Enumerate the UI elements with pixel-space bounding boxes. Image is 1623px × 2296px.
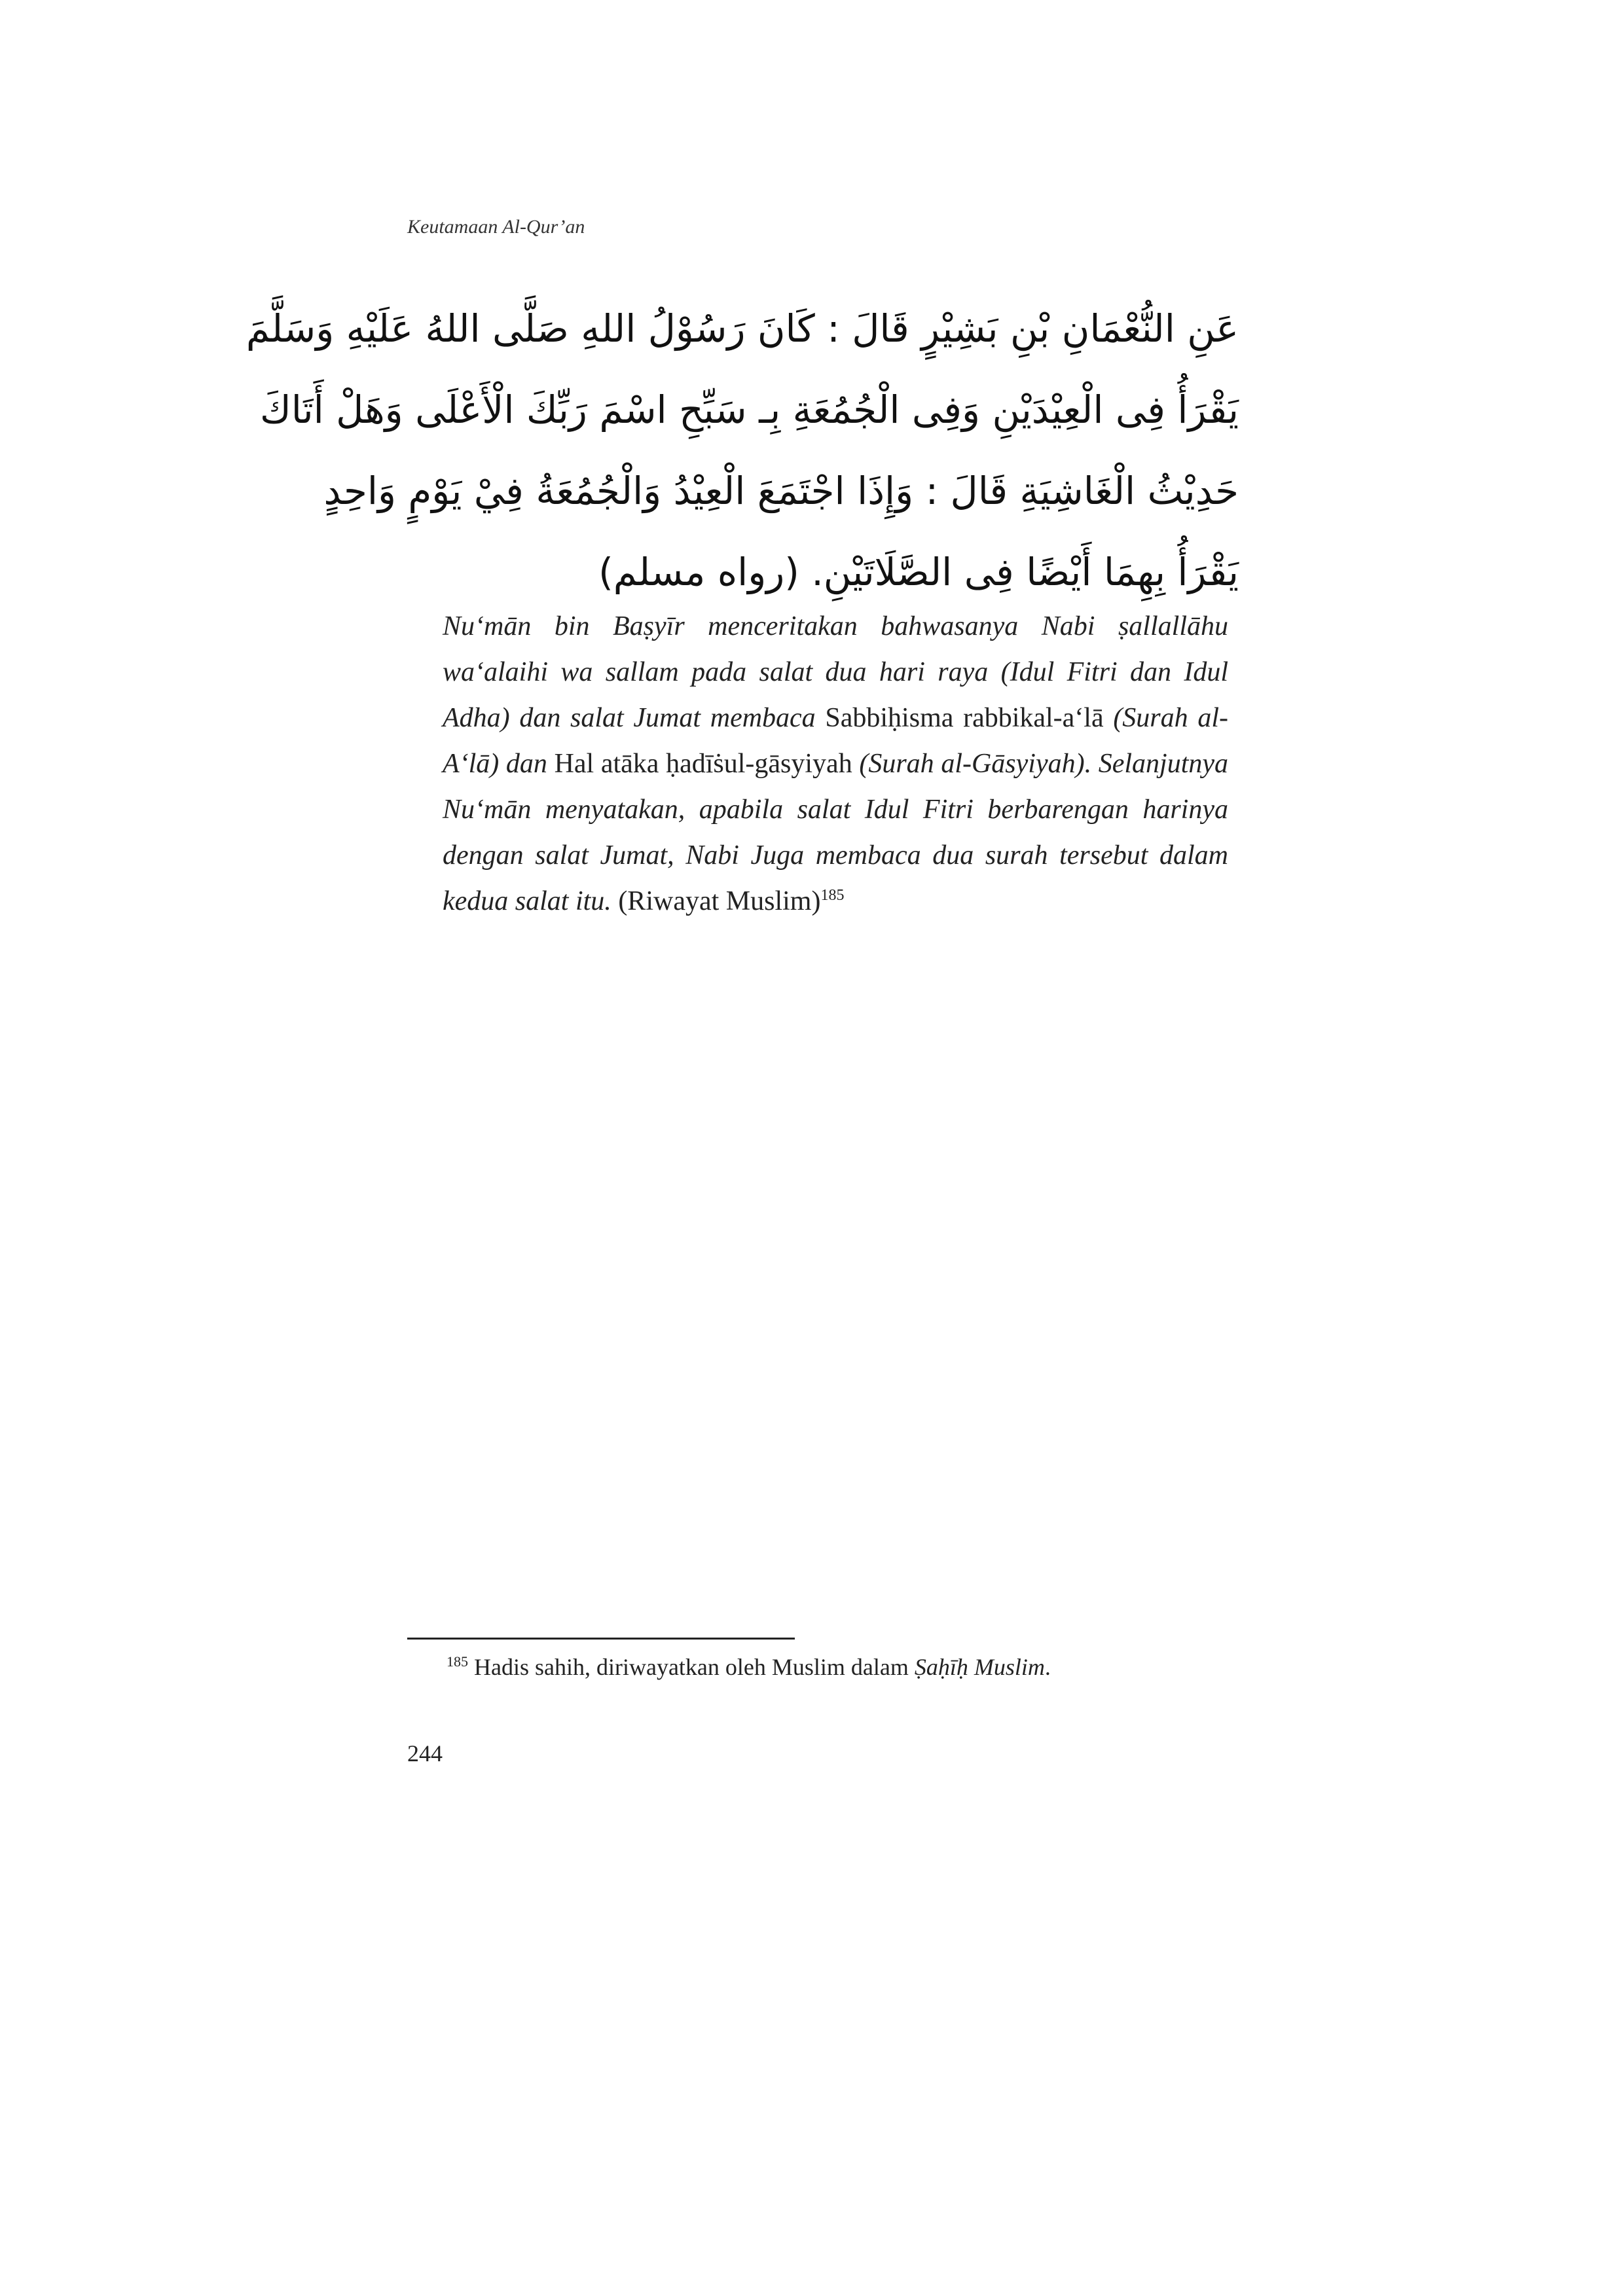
footnote-book-title: Ṣaḥīḥ Muslim [914, 1654, 1045, 1680]
arabic-line: عَنِ النُّعْمَانِ بْنِ بَشِيْرٍ قَالَ : كَانَ رَسُوْلُ اللهِ صَلَّى اللهُ عَلَيْهِ وَسَلَّمَ [246, 306, 1239, 351]
hadith-source: (Riwayat Muslim) [618, 886, 821, 916]
page-number: 244 [407, 1740, 443, 1767]
translation-part-1: Nu‘mān bin Baṣyīr menceritakan bahwasanya Nabi ṣallallāhu wa‘alaihi wa sallam pada salat dua hari raya (Idul Fitri dan Idul Adha) dan salat Jumat membaca [443, 611, 1228, 733]
arabic-line: حَدِيْثُ الْغَاشِيَةِ قَالَ : وَإِذَا اجْتَمَعَ الْعِيْدُ وَالْجُمُعَةُ فِيْ يَوْمٍ وَاحِدٍ [323, 469, 1239, 513]
footnote-text: Hadis sahih, diriwayatkan oleh Muslim dalam [474, 1654, 909, 1680]
surah-al-gasyiyah-name: Hal atāka ḥadīṡul-gāsyiyah [554, 749, 852, 779]
translation-part-2: (Surah al-Gāsyiyah). Selanjutnya Nu‘mān menyatakan, apabila salat Idul Fitri berbarengan harinya dengan salat Jumat, Nabi Juga membaca dua surah tersebut dalam kedua salat itu. [443, 749, 1229, 916]
hadith-translation [443, 603, 1228, 924]
arabic-line: يَقْرَأُ فِى الْعِيْدَيْنِ وَفِى الْجُمُعَةِ بِـ سَبِّحِ اسْمَ رَبِّكَ الْأَعْلَى وَهَلْ أَتَاكَ [259, 387, 1239, 432]
footnote-number: 185 [447, 1653, 468, 1670]
running-header: Keutamaan Al-Qur’an [407, 216, 585, 238]
footnote [447, 1653, 1051, 1681]
arabic-line: يَقْرَأُ بِهِمَا أَيْضًا فِى الصَّلَاتَيْنِ. (رواه مسلم) [598, 550, 1239, 594]
footnote-end: . [1044, 1654, 1051, 1680]
footnote-divider [407, 1638, 795, 1640]
hadith-arabic-text [246, 288, 1239, 613]
footnote-reference[interactable]: 185 [820, 887, 845, 904]
surah-al-ala-ref: (Surah al-A‘lā) dan [443, 703, 1228, 779]
surah-al-ala-name: Sabbiḥisma rabbikal-a‘lā [825, 703, 1104, 733]
